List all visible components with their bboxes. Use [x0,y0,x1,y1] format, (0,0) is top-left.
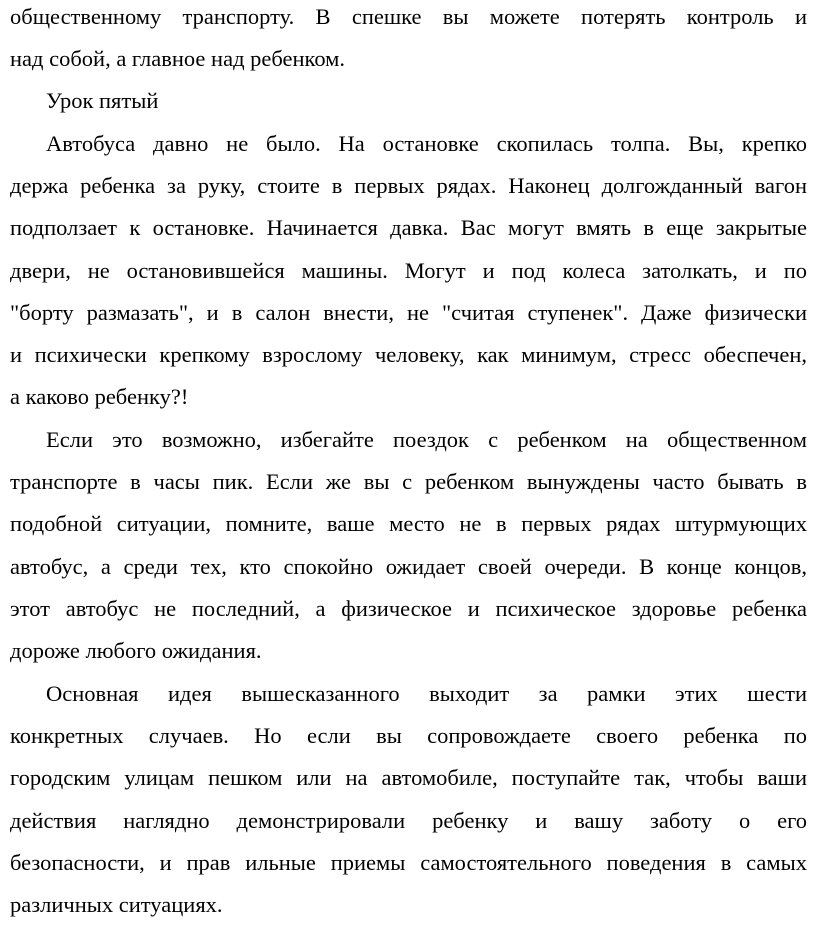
paragraph-3-line-1: Автобуса давно не было. На остановке скопилась толпа. Вы, крепко [46,131,807,156]
paragraph-1-line-1: общественному транспорту. В спешке вы можете потерять контроль и [10,4,807,29]
paragraph-5-line-4: действия наглядно демонстрировали ребенку и вашу заботу о его [10,808,807,833]
lesson-heading: Урок пятый [46,88,159,113]
paragraph-4-line-5: этот автобус не последний, а физическое и психическое здоровье ребенка [10,596,807,621]
paragraph-3-line-3: подползает к остановке. Начинается давка. Вас могут вмять в еще закрытые [10,215,807,240]
paragraph-4-line-3: подобной ситуации, помните, ваше место не в первых рядах штурмующих [10,511,807,536]
paragraph-3-line-4: двери, не остановившейся машины. Могут и под колеса затолкать, и по [10,258,807,283]
paragraph-3-line-5: "борту размазать", и в салон внести, не "считая ступенек". Даже физически [10,300,807,325]
paragraph-4-line-2: транспорте в часы пик. Если же вы с ребенком вынуждены часто бывать в [10,469,807,494]
paragraph-5-line-2: конкретных случаев. Но если вы сопровождаете своего ребенка по [10,723,807,748]
paragraph-5-line-3: городским улицам пешком или на автомобиле, поступайте так, чтобы ваши [10,765,807,790]
paragraph-5-line-1: Основная идея вышесказанного выходит за рамки этих шести [46,681,807,706]
paragraph-3-line-2: держа ребенка за руку, стоите в первых рядах. Наконец долгожданный вагон [10,173,807,198]
paragraph-5-line-5: безопасности, и прав ильные приемы самостоятельного поведения в самых [10,850,807,875]
paragraph-3-line-6: и психически крепкому взрослому человеку, как минимум, стресс обеспечен, [10,342,807,367]
paragraph-5-line-6: различных ситуациях. [10,892,223,917]
paragraph-4-line-1: Если это возможно, избегайте поездок с ребенком на общественном [46,427,807,452]
paragraph-1-line-2: над собой, а главное над ребенком. [10,46,346,71]
paragraph-4-line-4: автобус, а среди тех, кто спокойно ожидает своей очереди. В конце концов, [10,554,807,579]
paragraph-4-line-6: дороже любого ожидания. [10,638,262,663]
paragraph-3-line-7: а каково ребенку?! [10,384,189,409]
